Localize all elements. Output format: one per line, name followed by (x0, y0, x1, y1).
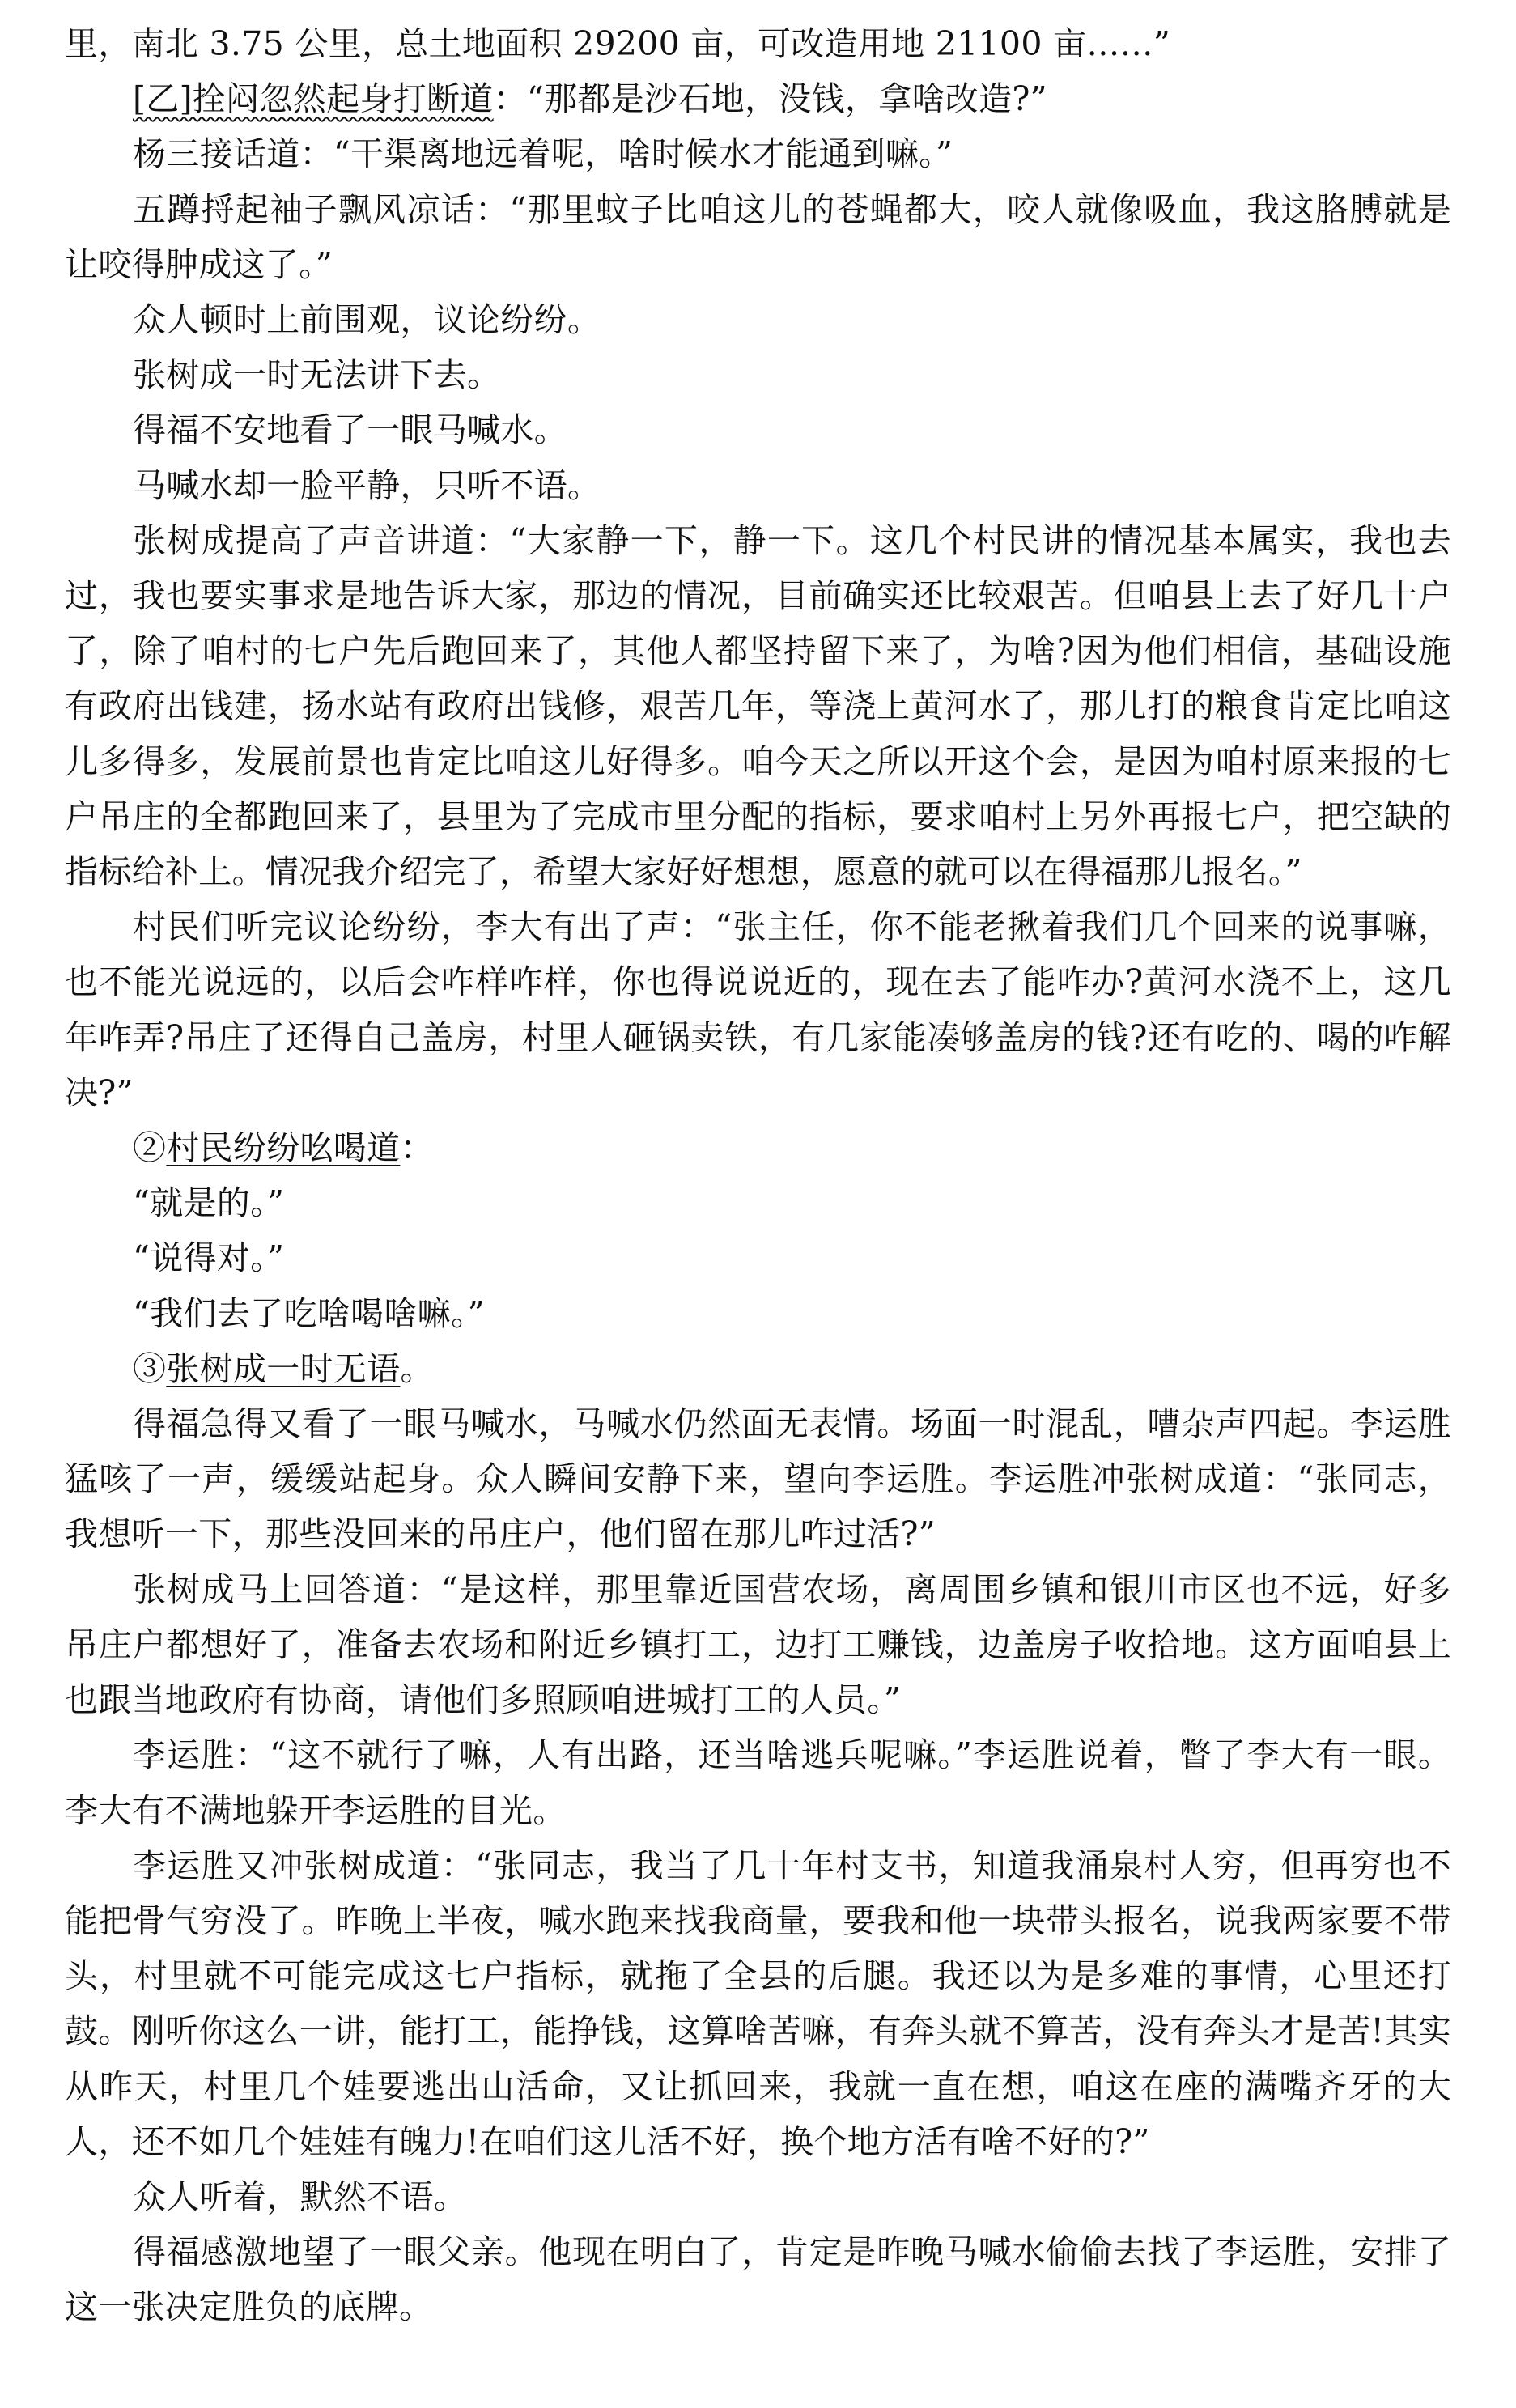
paragraph: 五蹲捋起袖子飘风凉话：“那里蚊子比咱这儿的苍蝇都大，咬人就像吸血，我这胳膊就是让咬得肿成这了。” (65, 189, 1451, 284)
paragraph-prefix: ② (133, 1128, 167, 1168)
paragraph: 马喊水却一脸平静，只听不语。 (133, 465, 601, 505)
paragraph: 张树成马上回答道：“是这样，那里靠近国营农场，离周围乡镇和银川市区也不远，好多吊庄户都想好了，准备去农场和附近乡镇打工，边打工赚钱，边盖房子收拾地。这方面咱县上也跟当地政府有协商，请他们多照顾咱进城打工的人员。” (65, 1569, 1451, 1720)
paragraph-suffix: ： (400, 1128, 434, 1168)
paragraph (65, 71, 1451, 126)
paragraph: 得福急得又看了一眼马喊水，马喊水仍然面无表情。场面一时混乱，嘈杂声四起。李运胜猛咳了一声，缓缓站起身。众人瞬间安静下来，望向李运胜。李运胜冲张树成道：“张同志，我想听一下，那些没回来的吊庄户，他们留在那儿咋过活?” (65, 1404, 1451, 1554)
paragraph: 张树成提高了声音讲道：“大家静一下，静一下。这几个村民讲的情况基本属实，我也去过，我也要实事求是地告诉大家，那边的情况，目前确实还比较艰苦。但咱县上去了好几十户了，除了咱村的七户先后跑回来了，其他人都坚持留下来了，为啥?因为他们相信，基础设施有政府出钱建，扬水站有政府出钱修，艰苦几年，等浇上黄河水了，那儿打的粮食肯定比咱这儿多得多，发展前景也肯定比咱这儿好得多。咱今天之所以开这个会，是因为咱村原来报的七户吊庄的全都跑回来了，县里为了完成市里分配的指标，要求咱村上另外再报七户，把空缺的指标给补上。情况我介绍完了，希望大家好好想想，愿意的就可以在得福那儿报名。” (65, 520, 1451, 892)
paragraph-prefix: ③ (133, 1348, 167, 1388)
paragraph: 里，南北 3.75 公里，总土地面积 29200 亩，可改造用地 21100 亩……” (65, 24, 1171, 63)
underlined-text: 村民纷纷吆喝道 (166, 1128, 401, 1168)
paragraph: 李运胜又冲张树成道：“张同志，我当了几十年村支书，知道我涌泉村人穷，但再穷也不能把骨气穷没了。昨晚上半夜，喊水跑来找我商量，要我和他一块带头报名，说我两家要不带头，村里就不可能完成这七户指标，就拖了全县的后腿。我还以为是多难的事情，心里还打鼓。刚听你这么一讲，能打工，能挣钱，这算啥苦嘛，有奔头就不算苦，没有奔头才是苦!其实从昨天，村里几个娃要逃出山活命，又让抓回来，我就一直在想，咱这在座的满嘴齐牙的大人，还不如几个娃娃有魄力!在咱们这儿活不好，换个地方活有啥不好的?” (65, 1845, 1451, 2161)
underlined-text: 张树成一时无语 (166, 1348, 401, 1388)
paragraph: “就是的。” (133, 1183, 285, 1223)
wavy-underlined-text: [乙]拴闷忽然起身打断道 (133, 79, 494, 119)
paragraph: 李运胜：“这不就行了嘛，人有出路，还当啥逃兵呢嘛。”李运胜说着，瞥了李大有一眼。李大有不满地躲开李运胜的目光。 (65, 1735, 1451, 1830)
paragraph: 得福感激地望了一眼父亲。他现在明白了，肯定是昨晚马喊水偷偷去找了李运胜，安排了这一张决定胜负的底牌。 (65, 2232, 1451, 2327)
paragraph (65, 1120, 1451, 1175)
paragraph: 杨三接话道：“干渠离地远着呢，啥时候水才能通到嘛。” (133, 134, 953, 174)
paragraph: 众人顿时上前围观，议论纷纷。 (133, 300, 601, 340)
paragraph: 得福不安地看了一眼马喊水。 (133, 410, 567, 450)
paragraph (65, 1341, 1451, 1396)
paragraph: “说得对。” (133, 1238, 285, 1278)
paragraph: 张树成一时无法讲下去。 (133, 355, 501, 395)
paragraph: 村民们听完议论纷纷，李大有出了声：“张主任，你不能老揪着我们几个回来的说事嘛，也不能光说远的，以后会咋样咋样，你也得说说近的，现在去了能咋办?黄河水浇不上，这几年咋弄?吊庄了还得自己盖房，村里人砸锅卖铁，有几家能凑够盖房的钱?还有吃的、喝的咋解决?” (65, 907, 1451, 1112)
paragraph: 众人听着，默然不语。 (133, 2177, 467, 2216)
paragraph-suffix: ：“那都是沙石地，没钱，拿啥改造?” (493, 79, 1047, 119)
paragraph: “我们去了吃啥喝啥嘛。” (133, 1293, 486, 1333)
paragraph-suffix: 。 (400, 1348, 434, 1388)
